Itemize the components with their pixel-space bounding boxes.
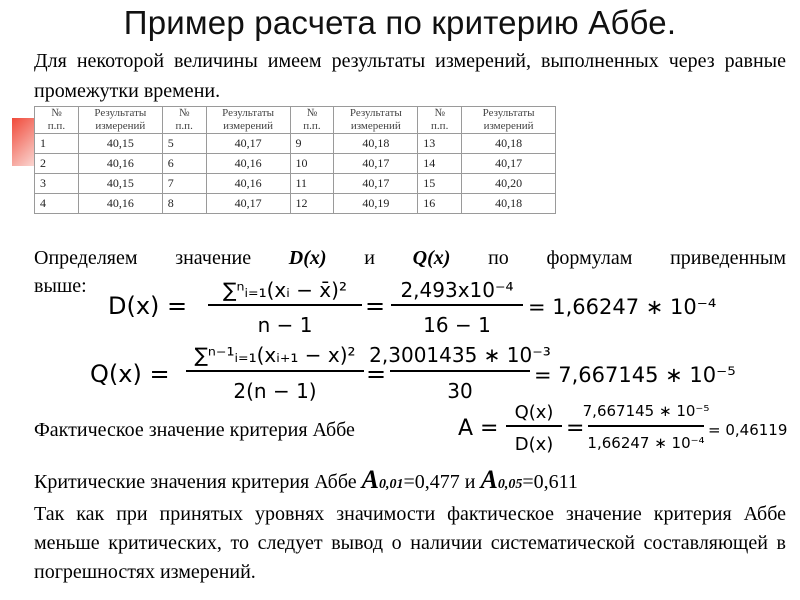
table-header-text: п.п. <box>431 120 449 132</box>
slide-title: Пример расчета по критерию Аббе. <box>123 4 677 41</box>
table-cell-value: 40,19 <box>334 194 418 214</box>
table-cell-value: 40,17 <box>206 194 290 214</box>
table-cell-value: 40,20 <box>462 174 556 194</box>
table-header-text: Результаты <box>349 107 402 119</box>
critical-a-letter-1: A <box>361 465 379 494</box>
table-cell-index: 4 <box>35 194 79 214</box>
critical-sub-2: 0,05 <box>497 477 523 492</box>
define-text-2: по формулам приведенным <box>450 247 786 269</box>
formula-a <box>456 392 800 462</box>
formula-q-result: = 7,667145 ∗ 10⁻⁵ <box>534 363 736 387</box>
table-header-text: Результаты <box>482 107 535 119</box>
formula-q-eq: = <box>366 360 387 388</box>
table-cell-index: 3 <box>35 174 79 194</box>
critical-values-line <box>34 466 578 499</box>
table-cell-index: 15 <box>418 174 462 194</box>
formula-a-numerator: Q(x) <box>514 402 554 423</box>
table-header-text: № <box>306 107 318 119</box>
formula-a-eq: = <box>566 416 585 441</box>
define-dx: D(x) <box>288 247 327 269</box>
table-cell-index: 8 <box>162 194 206 214</box>
table-cell-value: 40,17 <box>462 154 556 174</box>
table-cell-index: 14 <box>418 154 462 174</box>
formula-q-denominator-2: 30 <box>447 379 473 403</box>
formula-q-denominator: 2(n − 1) <box>233 379 317 403</box>
table-header-cell <box>334 107 418 134</box>
table-header-text: измерений <box>350 120 401 132</box>
table-row <box>35 194 556 214</box>
formula-d-numerator: ∑ⁿᵢ₌₁(xᵢ − x̄)² <box>223 278 347 302</box>
table-cell-index: 16 <box>418 194 462 214</box>
table-header-row <box>35 107 556 134</box>
table-cell-index: 12 <box>290 194 334 214</box>
formula-d <box>108 274 768 338</box>
define-line-2: выше: <box>34 275 87 297</box>
table-cell-value: 40,18 <box>462 134 556 154</box>
table-cell-index: 2 <box>35 154 79 174</box>
table-cell-index: 13 <box>418 134 462 154</box>
table-header-text: Результаты <box>222 107 275 119</box>
critical-value-1: =0,477 и <box>403 471 481 493</box>
table-cell-value: 40,15 <box>78 174 162 194</box>
intro-text: Для некоторой величины имеем результаты измерений, выполненных через равные промежутки времени. <box>34 50 786 102</box>
table-cell-value: 40,18 <box>334 134 418 154</box>
table-header-text: № <box>51 107 62 119</box>
table-cell-index: 10 <box>290 154 334 174</box>
formula-q-numerator: ∑ⁿ⁻¹ᵢ₌₁(xᵢ₊₁ − x)² <box>194 343 356 367</box>
conclusion-text: Так как при принятых уровнях значимости фактическое значение критерия Аббе меньше критических, то следует вывод о наличии систематической составляющей в погрешностях измерений. <box>34 503 786 583</box>
formula-d-numerator-2: 2,493x10⁻⁴ <box>400 278 514 302</box>
formula-d-denominator-2: 16 − 1 <box>423 313 491 337</box>
formula-q-lhs: Q(x) = <box>90 360 170 388</box>
formula-d-eq: = <box>365 292 386 320</box>
critical-prefix: Критические значения критерия Аббе <box>34 471 362 493</box>
table-header-text: измерений <box>223 120 274 132</box>
table-cell-value: 40,16 <box>78 154 162 174</box>
table-header-text: измерений <box>95 120 146 132</box>
table-header-cell <box>462 107 556 134</box>
table-cell-value: 40,15 <box>78 134 162 154</box>
critical-a-letter-2: A <box>480 465 498 494</box>
table-header-text: п.п. <box>303 120 321 132</box>
formula-d-lhs: D(x) = <box>108 292 188 320</box>
define-line <box>34 244 786 272</box>
table-cell-index: 6 <box>162 154 206 174</box>
table-header-text: Результаты <box>94 107 147 119</box>
table-header-cell <box>35 107 79 134</box>
table-header-cell <box>206 107 290 134</box>
table-cell-index: 7 <box>162 174 206 194</box>
critical-sub-1: 0,01 <box>379 477 404 492</box>
formula-d-denominator: n − 1 <box>257 313 313 337</box>
table-cell-value: 40,16 <box>78 194 162 214</box>
formula-a-denominator: D(x) <box>514 434 554 455</box>
formula-q-numerator-2: 2,3001435 ∗ 10⁻³ <box>369 343 551 367</box>
actual-value-label: Фактическое значение критерия Аббе <box>34 419 355 441</box>
define-text-1: Определяем значение <box>34 247 289 269</box>
define-and: и <box>326 247 413 269</box>
table-cell-value: 40,17 <box>334 154 418 174</box>
table-header-text: п.п. <box>175 120 193 132</box>
table-header-cell <box>418 107 462 134</box>
table-cell-value: 40,18 <box>462 194 556 214</box>
table-row <box>35 134 556 154</box>
table-cell-value: 40,16 <box>206 154 290 174</box>
formula-a-lhs: A = <box>458 416 499 441</box>
table-cell-value: 40,17 <box>206 134 290 154</box>
table-cell-index: 5 <box>162 134 206 154</box>
table-header-cell <box>290 107 334 134</box>
table-cell-value: 40,17 <box>334 174 418 194</box>
table-header-text: № <box>434 107 445 119</box>
define-qx: Q(x) <box>412 247 451 269</box>
table-cell-index: 11 <box>290 174 334 194</box>
table-header-text: № <box>178 107 190 119</box>
formula-a-denominator-2: 1,66247 ∗ 10⁻⁴ <box>587 434 705 452</box>
table-header-text: измерений <box>483 120 534 132</box>
measurements-table <box>34 106 556 214</box>
table-header-cell <box>162 107 206 134</box>
formula-a-result: = 0,46119 <box>708 421 788 439</box>
table-cell-index: 9 <box>290 134 334 154</box>
table-cell-value: 40,16 <box>206 174 290 194</box>
table-row <box>35 174 556 194</box>
formula-a-numerator-2: 7,667145 ∗ 10⁻⁵ <box>582 402 710 420</box>
critical-value-2: =0,611 <box>522 471 578 493</box>
formula-d-result: = 1,66247 ∗ 10⁻⁴ <box>528 295 717 319</box>
table-row <box>35 154 556 174</box>
table-header-cell <box>78 107 162 134</box>
measurements-table-body <box>35 107 556 214</box>
table-header-text: п.п. <box>47 120 66 132</box>
table-cell-index: 1 <box>35 134 79 154</box>
